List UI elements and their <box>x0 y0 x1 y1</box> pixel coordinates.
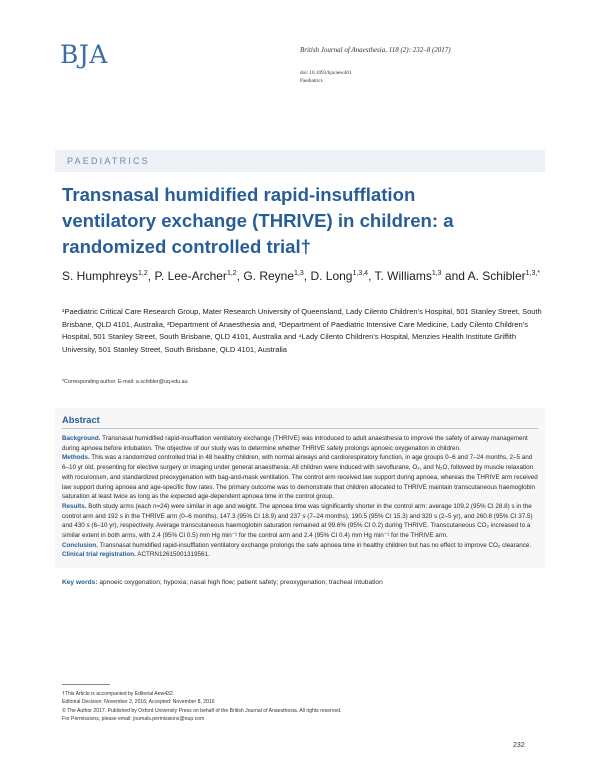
author-affiliation-marker: 1,2 <box>226 270 237 277</box>
background-label: Background. <box>62 435 101 442</box>
author-affiliation-marker: 1,3,* <box>525 270 541 277</box>
journal-logo: BJA <box>60 40 108 69</box>
abstract-results <box>62 502 538 541</box>
author-name: G. Reyne <box>243 269 295 283</box>
conclusion-text: Transnasal humidified rapid-insufflation ventilatory exchange prolongs the safe apnoea time in healthy children but has no effect to improve CO₂ clearance. <box>99 541 532 549</box>
author-name: D. Long <box>310 269 353 283</box>
author-affiliation-marker: 1,2 <box>138 270 148 277</box>
affiliations: ¹Paediatric Critical Care Research Group, Mater Research University of Queensland, Lady Cilento Children’s Hospital, 501 Stanley Street, South Brisbane, QLD 4101, Australia, ²Department of Anaesthesia and, ³Department of Paediatric Intensive Care Medicine, Lady Cilento Children’s Hospital, 501 Stanley Street, South Brisbane, QLD 4101, Australia and ⁴Lady Cilento Children’s Hospital, Menzies Health Institute Griffith University, 501 Stanley Street, South Brisbane, QLD 4101, Australia <box>62 307 542 354</box>
background-text: Transnasal humidified rapid-insufflation ventilatory exchange (THRIVE) was introduced to adult anaesthesia to improve the safety of airway management during apnoea before intubation. The objective of our study was to determine whether THRIVE safely prolongs apnoeic oxygenation in children. <box>62 435 528 452</box>
journal-citation: British Journal of Anaesthesia, 118 (2): 232–8 (2017) <box>300 46 451 54</box>
keywords-text: apnoeic oxygenation; hypoxia; nasal high flow; patient safety; preoxygenation; tracheal intubation <box>99 579 383 586</box>
doi-link[interactable]: doi: 10.1093/bja/aew401 <box>300 70 352 76</box>
abstract-background <box>62 434 538 453</box>
conclusion-label: Conclusion. <box>62 541 99 549</box>
registration-text: ACTRN12615001319561. <box>137 551 210 559</box>
page-number: 232 <box>513 742 525 749</box>
author-list <box>62 264 542 286</box>
author-name: A. Schibler <box>467 269 526 283</box>
author-name: T. Williams <box>374 269 432 283</box>
keywords-label: Key words: <box>62 579 98 586</box>
author-affiliation-marker: 1,3 <box>294 270 304 277</box>
methods-label: Methods. <box>62 454 90 462</box>
abstract-conclusion <box>62 541 538 551</box>
author-name: P. Lee-Archer <box>154 269 227 283</box>
footnote-divider <box>62 684 110 685</box>
footnote-permissions[interactable]: For Permissions, please email: journals.permissions@oup.com <box>62 716 205 723</box>
section-band-label: PAEDIATRICS <box>67 156 150 166</box>
abstract-body <box>62 434 538 560</box>
author-separator: , <box>236 269 244 283</box>
abstract-methods <box>62 453 538 502</box>
article-title: Transnasal humidified rapid-insufflation ventilatory exchange (THRIVE) in children: a randomized controlled trial† <box>62 184 454 257</box>
results-text: Both study arms (each n=24) were similar in age and weight. The apnoea time was significantly shorter in the control arm: average 109.2 (95% CI 28.8) s in the control arm and 192 s in the THRIVE arm (0–6 months), 147.3 (95% CI 18.9) and 237 s (7–24 months), 190.5 (95% CI 15.3) and 320 s (2–5 yr), and 260.8 (95% CI 37.5) and 430 s (6–10 yr), respectively. Average transcutaneous haemoglobin saturation remained at 99.6% (95% CI 0.2) during THRIVE. Transcutaneous CO₂ increased to a similar extent in both arms, with 2.4 (95% CI 0.5) mm Hg min⁻¹ for the control arm and 2.4 (95% CI 0.4) mm Hg min⁻¹ for the THRIVE arm. <box>62 502 533 540</box>
author-name: S. Humphreys <box>62 269 139 283</box>
footnotes <box>62 690 538 724</box>
methods-text: This was a randomized controlled trial in 48 healthy children, with normal airways and cardiorespiratory function, in age groups 0–6 and 7–24 months, 2–5 and 6–10 yr old, presenting for elective surgery or imaging under general anaesthesia. All children were induced with sevoflurane, O₂, and N₂O, followed by muscle relaxation with rocuronium, and standardized preoxygenation with bag-and-mask ventilation. The control arm received law support during apnoea, whereas the THRIVE arm received law support during apnoea and age-specific flow rates. The primary outcome was to demonstrate that children allocated to THRIVE maintain transcutaneous haemoglobin saturation at least twice as long as the expected age-dependent apnoea time in the control group. <box>62 454 538 501</box>
abstract-registration <box>62 550 538 560</box>
author-affiliation-marker: 1,3,4 <box>352 270 369 277</box>
registration-label: Clinical trial registration. <box>62 551 136 559</box>
footnote-copyright: © The Author 2017. Published by Oxford University Press on behalf of the British Journal of Anaesthesia. All rights reserved. <box>62 707 342 714</box>
corresponding-author[interactable]: *Corresponding author. E-mail: a.schibler@uq.edu.au <box>62 379 188 385</box>
section-label-small: Paediatrics <box>300 78 323 84</box>
keywords <box>62 579 538 586</box>
footnote-editorial: †This Article is accompanied by Editorial Aew432. <box>62 691 175 697</box>
author-separator: and <box>441 269 468 283</box>
author-separator: , <box>303 269 311 283</box>
abstract-heading: Abstract <box>62 415 538 429</box>
footnote-dates: Editorial Decision: November 2, 2016; Accepted: November 8, 2016 <box>62 699 215 706</box>
author-affiliation-marker: 1,3 <box>431 270 442 277</box>
author-separator: , <box>368 269 375 283</box>
author-separator: , <box>147 269 155 283</box>
results-label: Results. <box>62 502 87 510</box>
